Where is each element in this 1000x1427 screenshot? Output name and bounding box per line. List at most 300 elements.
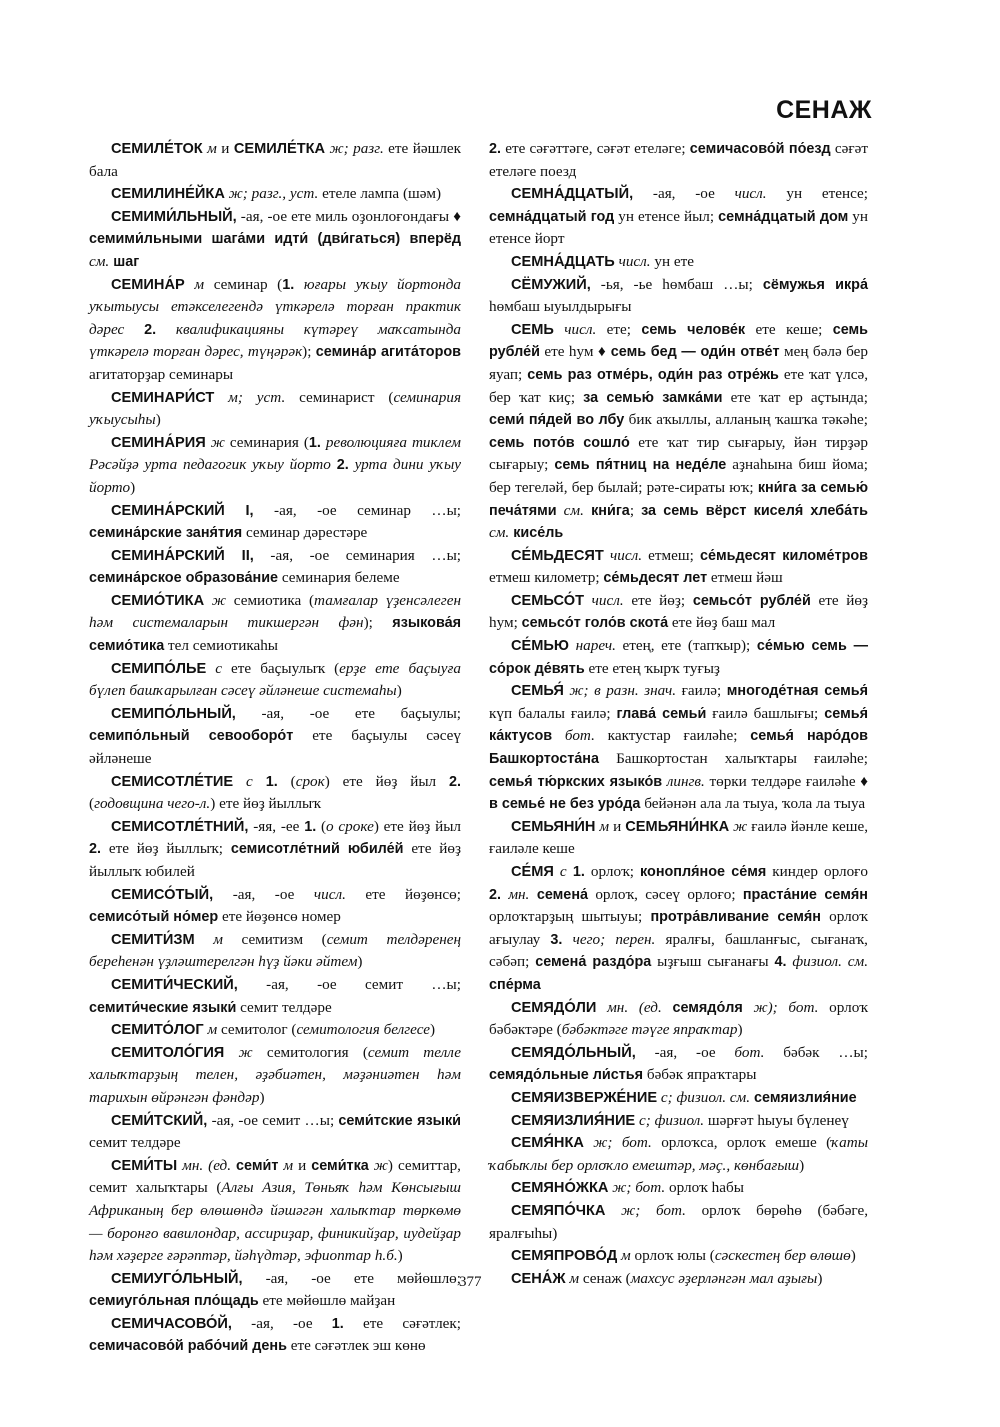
entry-text: семинария ( — [224, 433, 309, 451]
entry-label: срок — [295, 772, 325, 790]
entry-text: ) — [397, 1247, 403, 1265]
entry-label: ж; в разн. знач. — [563, 682, 677, 700]
entry-phrase: семядо́ля — [672, 999, 743, 1016]
entry-text: и — [216, 140, 234, 157]
left-column — [89, 138, 461, 1358]
entry-text: семинария белеме — [278, 569, 400, 587]
entry-headword: СЕМЬЯ́ — [511, 683, 564, 700]
entry-headword: СЕМИНА́Р — [111, 276, 185, 293]
entry-text: ете йөҙ йыллыҡ юбилей — [89, 840, 461, 880]
entry-text: ) — [396, 682, 402, 700]
entry-text: орлоҡ ағыулау — [489, 908, 868, 948]
entry-phrase: семи́т — [236, 1157, 279, 1174]
entry-text: ) семиттар, семит халыҡтары ( — [89, 1156, 461, 1197]
entry-headword: СЕМИТОЛО́ГИЯ — [111, 1044, 225, 1061]
entry-text: етең, ете (тапҡыр); — [615, 637, 757, 655]
entry-label: мн. (ед. — [596, 998, 673, 1016]
dictionary-entry — [489, 1042, 868, 1087]
entry-phrase: 1. — [252, 773, 278, 790]
entry-text: орлоҡ бәбәктәре ( — [489, 998, 868, 1039]
entry-phrase: языкова́я семио́тика — [89, 615, 461, 655]
entry-phrase: семь челове́к — [641, 321, 746, 338]
entry-phrase: кни́га за семью́ печа́тями — [489, 479, 868, 519]
entry-label: мн. (ед. — [177, 1156, 237, 1174]
entry-phrase: 2. — [124, 321, 157, 338]
entry-phrase: семи́тка — [311, 1157, 369, 1174]
entry-phrase: семь раз отме́рь, оди́н раз отре́жь — [527, 366, 779, 383]
entry-label: ж; разг. — [325, 140, 384, 157]
dictionary-entry — [89, 1110, 461, 1155]
entry-text: бәбәк …ы; — [764, 1043, 868, 1061]
entry-headword: СЕМНА́ДЦАТЬ — [511, 253, 615, 270]
entry-phrase: глава́ семьи́ — [616, 705, 707, 722]
entry-phrase: семиуго́льная пло́щадь — [89, 1293, 259, 1310]
entry-headword: СЕМИ́ТСКИЙ, — [111, 1112, 208, 1129]
entry-phrase: семья́ ка́ктусов — [489, 705, 868, 745]
dictionary-entry — [489, 183, 868, 251]
entry-text: ғаилә башлығы; — [706, 704, 825, 722]
entry-label: семит телдәренең береһенән үҙләштерелгән һүҙ йәки әйтем — [89, 930, 462, 971]
running-head: СЕНАЖ — [776, 96, 872, 124]
right-column — [489, 138, 868, 1290]
entry-text: орлоҡтарҙың шытыуы; — [489, 908, 651, 926]
dictionary-entry — [89, 183, 461, 206]
entry-headword: СЕМИНА́РСКИЙ II, — [111, 547, 254, 564]
entry-text: и — [609, 817, 626, 835]
entry-phrase: 2. — [489, 886, 502, 903]
entry-text: ғаилә йәнле кеше, ғаиләле кеше — [489, 817, 868, 858]
entry-text: ) — [155, 411, 161, 429]
entry-phrase: за семью́ замка́ми — [583, 389, 723, 406]
entry-label: м — [194, 930, 223, 948]
dictionary-entry — [489, 319, 868, 545]
entry-text: семитология ( — [252, 1043, 368, 1061]
entry-label: махсус әҙерләнгән мал аҙығы — [630, 1269, 818, 1287]
entry-label: ж — [224, 1043, 253, 1061]
entry-label: ж — [729, 817, 748, 835]
entry-text: ( — [316, 817, 327, 835]
dictionary-entry — [89, 500, 461, 545]
entry-headword: СЕ́МЬДЕСЯТ — [511, 547, 604, 564]
entry-headword: СЕМЯДО́ЛИ — [511, 999, 597, 1016]
entry-text: -ая, -ое ете миль оҙонлоғондағы ♦ — [236, 207, 461, 225]
dictionary-entry — [489, 1245, 868, 1268]
entry-phrase: 4. — [774, 954, 787, 971]
dictionary-entry — [489, 1268, 868, 1291]
entry-text: ( — [89, 795, 95, 813]
entry-text: ) — [259, 1088, 265, 1106]
entry-label: см. — [89, 252, 110, 270]
entry-text: орлоҡ, сәсеү орлоғо; — [588, 885, 743, 903]
entry-text: аҙнаһына биш йома; бер тегеләй, бер былай; рәте-сираты юҡ; — [489, 456, 869, 496]
entry-phrase: 3. — [550, 931, 563, 948]
entry-phrase: спе́рма — [489, 976, 541, 993]
entry-label: ж — [368, 1156, 388, 1174]
entry-phrase: 2. — [449, 773, 462, 790]
entry-label: м — [203, 1021, 218, 1039]
entry-text: һөмбаш ыуылдырығы — [489, 298, 632, 316]
entry-text: ете баҫыулы сәсеү әйләнеше — [89, 727, 461, 768]
entry-label: с — [206, 659, 223, 677]
entry-label: м — [184, 275, 205, 293]
entry-headword: СЕМЯДО́ЛЬНЫЙ, — [511, 1044, 636, 1061]
entry-phrase: семисотле́тний юбиле́й — [230, 841, 404, 858]
entry-text: ғаилә; — [676, 682, 727, 700]
entry-text: семитизм ( — [222, 930, 327, 948]
entry-phrase: шаг — [109, 253, 140, 270]
entry-phrase: конопля́ное се́мя — [640, 864, 767, 880]
entry-phrase: семядо́льные ли́стья — [489, 1067, 644, 1084]
entry-text: ете йөҙ баш мал — [668, 614, 776, 632]
entry-headword: СЕМИНА́РСКИЙ I, — [111, 502, 254, 519]
entry-label: Алғы Азия, Төньяҡ һәм Көнсығыш Африканың бер өлөшөндә йәшәгән халыҡтар төркөмө — боронғо вавилондар, ассириҙар, финикийҙар, иудейҙар һәм хәҙерге ғәрәптәр, йәһүдтәр, эфиоптар һ.б. — [89, 1179, 461, 1265]
entry-text: ете мөйөшлө майҙан — [258, 1292, 396, 1310]
entry-headword: СЕМИЛЕ́ТОК — [111, 141, 203, 157]
dictionary-entry — [489, 997, 868, 1042]
entry-phrase: семи́тские языки́ — [338, 1112, 461, 1129]
entry-phrase: семи́ пя́дей во лбу — [489, 412, 625, 429]
entry-text: ете сәғәттәге, сәғәт етеләге; — [501, 140, 690, 157]
entry-text: -ая, -ое семинар …ы; — [253, 501, 461, 519]
entry-label: ж); бот. — [742, 998, 819, 1016]
entry-text: ете йөҙөнсө номер — [218, 908, 341, 926]
entry-text: ете; — [596, 320, 642, 338]
entry-label: бәбәктәге тәүге япраҡтар — [561, 1021, 738, 1039]
entry-text: орлоҡ һабы — [665, 1179, 744, 1197]
entry-text: ете йөҙ йыллыҡ; — [101, 840, 231, 858]
entry-label: физиол. см. — [786, 953, 868, 971]
entry-label: м — [202, 140, 217, 157]
entry-headword: СЕМНА́ДЦАТЫЙ, — [511, 186, 634, 203]
entry-text: ) — [430, 1021, 436, 1039]
entry-headword: СЕМИНАРИ́СТ — [111, 389, 215, 406]
entry-phrase: 1. — [304, 818, 317, 835]
entry-label: семит телле халыҡтарҙың телен, әҙәбиәтен, мәҙәниәтен һәм тарихын өйрәнгән фәндәр — [89, 1043, 461, 1106]
entry-text: ете сәғәтлек эш көнө — [286, 1337, 426, 1355]
entry-text: -ая, -ое ете мөйөшлө; — [242, 1269, 461, 1287]
entry-text: -ая, -ое семинария …ы; — [253, 546, 461, 564]
entry-headword: СЕМИНА́РИЯ — [111, 434, 206, 451]
entry-phrase: в семье́ не без уро́да — [489, 796, 641, 813]
entry-label: м — [617, 1247, 631, 1265]
dictionary-entry — [89, 816, 461, 884]
entry-text: ете баҫыулыҡ ( — [222, 659, 340, 677]
entry-headword: СЕМЯ́НКА — [511, 1135, 584, 1152]
entry-phrase: 2. — [89, 841, 102, 858]
entry-label: бот. — [734, 1043, 765, 1061]
dictionary-entry — [489, 680, 868, 816]
entry-label: нареч. — [568, 637, 616, 655]
entry-phrase: за семь вёрст киселя́ хлеба́ть — [641, 502, 868, 519]
dictionary-entry — [489, 590, 868, 635]
entry-text: етмеш йәш — [707, 569, 783, 587]
entry-label: юғары уҡыу йортонда уҡытыусы етәкселегендә үткәрелә торған практик дәрес — [89, 275, 461, 338]
entry-text: ) — [357, 953, 363, 971]
entry-headword: СЕМИ́ТЫ — [111, 1157, 178, 1174]
entry-phrase: се́мьдесят лет — [603, 570, 708, 587]
entry-headword: СЕМЯИЗЛИЯ́НИЕ — [511, 1112, 636, 1129]
entry-phrase: семна́дцатый год — [489, 208, 615, 225]
entry-phrase: 1. — [566, 864, 585, 880]
entry-label: числ. — [584, 591, 624, 609]
entry-label: числ. — [614, 252, 651, 270]
entry-text: -ая, -ое — [213, 885, 295, 903]
entry-label: м — [278, 1156, 294, 1174]
dictionary-entry — [489, 1177, 868, 1200]
entry-headword: СЕМИМИ́ЛЬНЫЙ, — [111, 208, 237, 225]
dictionary-entry — [489, 251, 868, 274]
entry-text: семит телдәре — [89, 1134, 181, 1152]
entry-text: семиотика ( — [226, 591, 315, 609]
entry-phrase: семьсо́т голо́в скота́ — [521, 615, 669, 632]
entry-headword: СЕНА́Ж — [511, 1270, 566, 1287]
entry-label: м — [565, 1269, 580, 1287]
entry-phrase: се́мью семь — со́рок де́вять — [489, 638, 868, 677]
entry-phrase: 1. — [282, 276, 295, 293]
entry-headword: СЕМЬ — [511, 321, 554, 338]
entry-text: ) — [130, 478, 136, 496]
entry-phrase: се́мьдесят киломе́тров — [700, 547, 868, 564]
entry-phrase: 2. — [330, 457, 349, 474]
entry-text: етмеш; — [642, 546, 700, 564]
entry-label: ҡаты ҡабыҡлы бер орлоҡло емештәр, мәҫ., көнбағыш — [489, 1134, 868, 1174]
entry-label: см. — [556, 501, 584, 519]
entry-phrase: кисе́ль — [509, 525, 564, 542]
entry-phrase: праста́ние семя́н — [742, 886, 868, 903]
entry-label: ж — [204, 591, 227, 609]
entry-label: с — [233, 772, 253, 790]
entry-label: числ. — [553, 320, 597, 338]
dictionary-entry — [89, 929, 461, 974]
entry-text: орлоҡса, орлоҡ емеше ( — [651, 1134, 832, 1152]
entry-text: ( — [277, 772, 296, 790]
entry-text: төрки телдәре ғаиләһе ♦ — [704, 772, 868, 790]
entry-label: с — [553, 863, 567, 880]
entry-label: годовщина чего-л. — [94, 795, 211, 813]
entry-label: м; уст. — [214, 388, 286, 406]
entry-phrase: семена́ раздо́ра — [535, 954, 652, 971]
entry-phrase: семичасово́й рабо́чий день — [89, 1338, 287, 1355]
entry-text: семитолог ( — [217, 1021, 297, 1039]
dictionary-entry — [89, 1019, 461, 1042]
entry-text: -ая, -ое семит …ы; — [207, 1111, 339, 1129]
entry-text: ) — [817, 1269, 823, 1287]
entry-text: орлоҡ юлы ( — [630, 1247, 715, 1265]
entry-headword: СЕ́МЬЮ — [511, 638, 569, 655]
dictionary-entry — [489, 861, 868, 997]
dictionary-entry — [89, 703, 461, 771]
entry-label: см. — [489, 524, 510, 542]
entry-headword: СЕМИО́ТИКА — [111, 592, 205, 609]
entry-text: яралғы, башланғыс, сығанаҡ, сәбәп; — [489, 930, 868, 971]
entry-text: ) — [799, 1156, 805, 1174]
entry-headword: СЕМИЛЕ́ТКА — [233, 141, 326, 157]
dictionary-entry — [89, 206, 461, 274]
dictionary-entry — [489, 1087, 868, 1110]
entry-label: ерҙе ете баҫыуға бүлеп башҡарылған сәсеү әйләнеше системаһы — [89, 659, 461, 700]
entry-headword: СЕМИСОТЛЕ́ТИЕ — [111, 773, 234, 790]
entry-label: о сроке — [326, 817, 374, 835]
entry-label: лингв. — [662, 772, 705, 790]
dictionary-entry — [89, 138, 461, 183]
dictionary-entry — [89, 274, 461, 387]
entry-phrase: семья́ тю́ркских языко́в — [489, 773, 663, 790]
entry-label: ж; разг., уст. — [224, 185, 319, 203]
entry-label: революцияға тиклем Рәсәйҙә урта педагогик уҡыу йорто — [89, 433, 461, 474]
dictionary-entry — [89, 1268, 461, 1313]
entry-phrase: семина́р агита́торов — [315, 344, 462, 361]
entry-text: ) ете йөҙ йыл — [373, 817, 461, 835]
entry-text: ун етенсе; — [766, 185, 868, 203]
entry-label: числ. — [603, 546, 642, 564]
entry-phrase: многоде́тная семья́ — [726, 683, 869, 700]
entry-text: и — [293, 1156, 312, 1174]
dictionary-entry — [89, 432, 461, 500]
entry-label: ж; бот. — [605, 1201, 686, 1219]
dictionary-entry — [89, 1042, 461, 1110]
entry-headword: СЁМУЖИЙ, — [511, 276, 591, 293]
dictionary-entry — [89, 1155, 461, 1268]
dictionary-entry — [489, 635, 868, 680]
entry-text: ) ете йөҙ йыллыҡ — [210, 795, 321, 813]
entry-headword: СЕМЯПРОВО́Д — [511, 1248, 618, 1265]
entry-text: ) — [737, 1021, 743, 1039]
entry-phrase: кни́га — [583, 502, 630, 519]
dictionary-entry — [489, 1200, 868, 1245]
entry-text: ете етең ҡырҡ туғыҙ — [584, 659, 720, 677]
entry-phrase: семисо́тый но́мер — [89, 909, 219, 926]
entry-text: ете ҡат үлсә, бер ҡат киҫ; — [489, 365, 868, 406]
entry-label: с; физиол. — [635, 1111, 705, 1129]
entry-text: орлоҡ; — [584, 863, 641, 880]
entry-text: киндер орлоғо — [766, 863, 868, 880]
entry-text: семинар ( — [204, 275, 283, 293]
entry-text: Башкортостан халыҡтары ғаиләһе; — [598, 750, 868, 768]
entry-phrase: семипо́льный севооборо́т — [89, 728, 294, 745]
dictionary-entry — [89, 590, 461, 658]
entry-text: етмеш километр; — [489, 569, 604, 587]
entry-text: ете кеше; — [745, 320, 833, 338]
entry-headword: СЕМЬЯНИ́Н — [511, 818, 596, 835]
entry-phrase: семья́ наро́дов Башкортоста́на — [489, 728, 868, 768]
entry-label: урта дини уҡыу йорто — [89, 456, 461, 496]
dictionary-entry — [89, 974, 461, 1019]
entry-label: чего; перен. — [562, 930, 656, 948]
entry-headword: СЕМИПО́ЛЬНЫЙ, — [111, 705, 236, 722]
entry-phrase: 1. — [331, 1315, 344, 1332]
entry-phrase: семь рубле́й — [489, 321, 869, 361]
entry-text: бик аҡыллы, алланың ҡашҡа тәкәһе; — [624, 411, 869, 429]
entry-phrase: семина́рские заня́тия — [89, 525, 243, 542]
entry-headword: СЕМЬСО́Т — [511, 592, 584, 609]
entry-text: ете ҡат ер аҫтында; — [722, 388, 868, 406]
entry-headword: СЕМИЧАСОВО́Й, — [111, 1315, 232, 1332]
entry-text: -ая, -ое ете баҫыулы; — [235, 704, 461, 722]
dictionary-entry — [89, 658, 461, 703]
entry-phrase: семичасово́й по́езд — [689, 141, 831, 157]
entry-text: бәбәк япраҡтары — [643, 1066, 757, 1084]
entry-headword: СЕ́МЯ — [511, 864, 554, 880]
entry-headword: СЕМИТИ́ЗМ — [111, 931, 195, 948]
entry-label: числ. — [294, 885, 346, 903]
entry-label: ж; бот. — [608, 1179, 666, 1197]
dictionary-entry — [489, 1132, 868, 1177]
entry-label: семинария уҡыусыһы — [89, 388, 462, 429]
entry-text: ете йөҙ; — [623, 591, 693, 609]
entry-text: -ая, -ое — [633, 185, 735, 203]
dictionary-entry — [89, 884, 461, 929]
entry-text: ете йөҙөнсө; — [345, 885, 461, 903]
entry-headword: СЕМЯИЗВЕРЖЕ́НИЕ — [511, 1089, 658, 1106]
dictionary-entry — [89, 545, 461, 590]
entry-text: ун ете — [650, 252, 695, 270]
entry-text: ; — [629, 501, 642, 519]
entry-text: ете һум ♦ — [539, 343, 611, 361]
entry-label: м — [595, 817, 610, 835]
entry-phrase: 2. — [489, 141, 502, 157]
entry-headword: СЕМИСОТЛЕ́ТНИЙ, — [111, 818, 249, 835]
entry-text: -ья, -ье һөмбаш …ы; — [590, 275, 763, 293]
entry-label: ж; бот. — [583, 1134, 652, 1152]
entry-phrase: семена́ — [529, 886, 589, 903]
entry-headword: СЕМИСО́ТЫЙ, — [111, 886, 214, 903]
dictionary-entry — [489, 274, 868, 319]
entry-phrase: семь бед — оди́н отве́т — [610, 344, 780, 361]
entry-text: сәғәт етеләге поезд — [489, 140, 869, 180]
entry-text: бейәнән ала ла тыуа, ҡола ла тыуа — [640, 795, 866, 813]
entry-phrase: протра́вливание семя́н — [650, 909, 821, 926]
entry-phrase: семяизлия́ние — [750, 1089, 857, 1106]
entry-text: -ая, -ое семит …ы; — [237, 975, 461, 993]
entry-text: семит телдәре — [236, 998, 332, 1016]
entry-text: тел семиотикаһы — [164, 637, 279, 655]
entry-phrase: семь пя́тниц на неде́ле — [554, 457, 727, 474]
entry-headword: СЕМИПО́ЛЬЕ — [111, 660, 207, 677]
entry-label: квалификацияны күтәреү маҡсатында үткәрелә торған дәрес, түңәрәк — [89, 320, 461, 361]
dictionary-entry — [489, 1110, 868, 1133]
entry-text: мең бәлә бер яуап; — [489, 343, 868, 383]
entry-headword: СЕМЬЯНИ́НКА — [625, 818, 730, 835]
dictionary-entry — [89, 1313, 461, 1358]
page-number: 377 — [459, 1274, 482, 1290]
entry-headword: СЕМЯНО́ЖКА — [511, 1180, 609, 1197]
entry-headword: СЕМИТО́ЛОГ — [111, 1022, 204, 1039]
entry-headword: СЕМИУГО́ЛЬНЫЙ, — [111, 1270, 243, 1287]
entry-phrase: семити́ческие языки́ — [89, 999, 237, 1016]
entry-label: с; физиол. см. — [657, 1088, 751, 1106]
entry-text: ете сәғәтлек; — [343, 1314, 461, 1332]
entry-phrase: семь пото́в сошло́ — [489, 434, 630, 451]
entry-text: кактустар ғаиләһе; — [594, 727, 751, 745]
entry-label: тамғалар үҙенсәлеген һәм системаларын тикшергән фән — [89, 591, 461, 632]
entry-text: шәрғәт һыуы бүленеү — [704, 1111, 849, 1129]
dictionary-entry — [89, 387, 461, 432]
entry-text: ун етенсе йыл; — [614, 207, 719, 225]
entry-text: ете йәшлек бала — [89, 140, 461, 180]
entry-text: -яя, -ее — [248, 817, 305, 835]
entry-label: семитология белгесе — [296, 1021, 431, 1039]
entry-phrase: 1. — [308, 434, 321, 451]
entry-label: ж — [205, 433, 225, 451]
entry-headword: СЕМИЛИНЕ́ЙКА — [111, 186, 225, 203]
entry-label: мн. — [501, 885, 530, 903]
entry-phrase: семьсо́т рубле́й — [692, 592, 811, 609]
entry-headword: СЕМИТИ́ЧЕСКИЙ, — [111, 976, 238, 993]
entry-headword: СЕМЯПО́ЧКА — [511, 1202, 606, 1219]
entry-text: ун етенсе йорт — [489, 207, 868, 248]
entry-label: числ. — [734, 185, 767, 203]
entry-text: агитаторҙар семинары — [89, 365, 234, 383]
